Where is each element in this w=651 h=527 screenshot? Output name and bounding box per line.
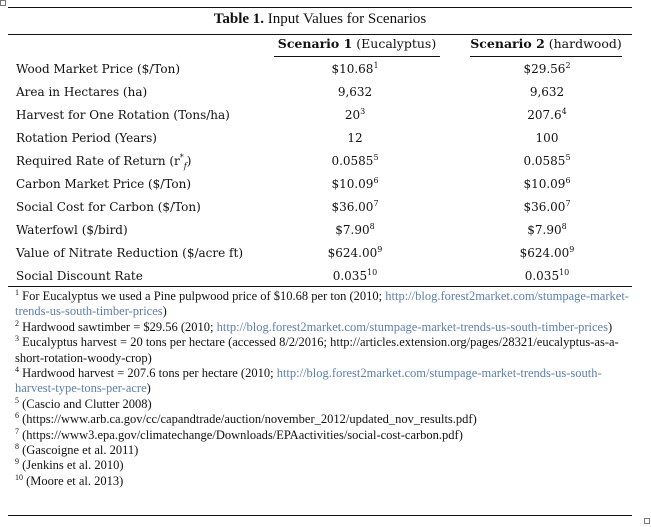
footnote-link[interactable]: http://blog.forest2market.com/stumpage-market-trends-us-south-timber-prices <box>216 319 608 334</box>
table-bottom-rule <box>8 286 632 287</box>
scenario-1-value: 12 <box>347 131 363 145</box>
row-label: Social Discount Rate <box>16 269 143 283</box>
row-label: Waterfowl ($/bird) <box>16 223 128 237</box>
footnotes <box>15 289 635 489</box>
footnote: $^9$ (Jenkins et al. 2010) <box>15 457 124 473</box>
footnote-link[interactable]: http://blog.forest2market.com/stumpage-market-trends-us-south-timber-prices <box>15 289 629 319</box>
table-row <box>0 82 651 104</box>
scenario-2-value: $10.09$^6$ <box>523 176 571 191</box>
scenario-2-value: 0.0585$^5$ <box>523 153 571 168</box>
row-label: Harvest for One Rotation (Tons/ha) <box>16 108 230 122</box>
scenario-1-value: 0.035$^{10}$ <box>332 268 378 283</box>
scenario-2-value: 0.035$^{10}$ <box>524 268 570 283</box>
resize-handle-top-left[interactable] <box>0 0 6 6</box>
footnote: $^3$ Eucalyptus harvest = 20 tons per hectare (accessed 8/2/2016; http://articles.extension.org/pages/28321/eucalyptus-as-a-short-rotation-woody-crop) <box>15 334 619 365</box>
row-label: Carbon Market Price ($/Ton) <box>16 177 192 191</box>
scenario-1-value: $7.90$^8$ <box>335 222 375 237</box>
table-row <box>0 266 651 288</box>
footnote: $^2$ Hardwood sawtimber = $29.56 (2010; http://blog.forest2market.com/stumpage-market-trends-us-south-timber-prices) <box>15 318 613 334</box>
row-label: Area in Hectares (ha) <box>16 85 148 99</box>
row-label: Wood Market Price ($/Ton) <box>16 62 181 76</box>
footnote: $^7$ (https://www3.epa.gov/climatechange/Downloads/EPAactivities/social-cost-carbon.pdf) <box>15 426 463 442</box>
footnote: $^1$ For Eucalyptus we used a Pine pulpwood price of $10.68 per ton (2010; http://blog.forest2market.com/stumpage-market-trends-us-south-timber-prices) <box>15 287 629 319</box>
scenario-2-value: 9,632 <box>529 85 565 99</box>
scenario-2-value: 100 <box>535 131 559 145</box>
footnote: $^5$ (Cascio and Clutter 2008) <box>15 395 152 411</box>
table-row <box>0 128 651 150</box>
table-row <box>0 105 651 127</box>
scenario-1-value: 9,632 <box>337 85 373 99</box>
header-rule-scenario-1 <box>274 56 440 57</box>
table-title: Table 1. Input Values for Scenarios <box>213 11 427 27</box>
scenario-2-value: 207.6$^4$ <box>527 107 567 122</box>
scenario-1-value: $10.09$^6$ <box>331 176 379 191</box>
table-row <box>0 197 651 219</box>
bottom-rule <box>8 515 632 516</box>
scenario-1-value: $20^3$ <box>344 107 366 122</box>
table-row <box>0 59 651 81</box>
header-rule-scenario-2 <box>470 56 622 57</box>
table-row <box>0 174 651 196</box>
footnote: $^4$ Hardwood harvest = 207.6 tons per hectare (2010; http://blog.forest2market.com/stumpage-market-trends-us-south-harvest-type-tons-per-acre) <box>15 364 602 396</box>
scenario-2-value: $7.90$^8$ <box>527 222 567 237</box>
scenario-1-value: $36.00$^7$ <box>331 199 379 214</box>
row-label: Social Cost for Carbon ($/Ton) <box>16 200 201 214</box>
footnote: $^8$ (Gascoigne et al. 2011) <box>15 441 139 458</box>
column-header-scenario-2: Scenario 2 (hardwood) <box>470 36 622 51</box>
scenario-1-value: $624.00$^9$ <box>327 245 383 260</box>
scenario-2-value: $29.56$^2$ <box>523 61 571 76</box>
title-rule <box>8 34 632 35</box>
resize-handle-bottom-right[interactable] <box>644 518 650 524</box>
scenario-1-value: 0.0585$^5$ <box>331 153 379 168</box>
table-row <box>0 220 651 242</box>
footnote-link[interactable]: http://blog.forest2market.com/stumpage-market-trends-us-south-harvest-type-tons-per-acre <box>15 366 602 396</box>
table-top-rule <box>8 7 632 8</box>
scenario-1-value: $10.68$^1$ <box>331 61 379 76</box>
row-label: Rotation Period (Years) <box>16 131 157 145</box>
table-row <box>0 151 651 173</box>
column-header-scenario-1: Scenario 1 (Eucalyptus) <box>277 36 437 51</box>
scenario-2-value: $624.00$^9$ <box>519 245 575 260</box>
row-label: Required Rate of Return $(r^*_f)$ <box>16 153 192 171</box>
table-row <box>0 243 651 265</box>
footnote: $^6$ (https://www.arb.ca.gov/cc/capandtrade/auction/november_2012/updated_nov_results.pdf) <box>15 411 477 427</box>
scenario-2-value: $36.00$^7$ <box>523 199 571 214</box>
row-label: Value of Nitrate Reduction ($/acre ft) <box>16 246 243 260</box>
footnote: $^{10}$ (Moore et al. 2013) <box>15 472 124 488</box>
